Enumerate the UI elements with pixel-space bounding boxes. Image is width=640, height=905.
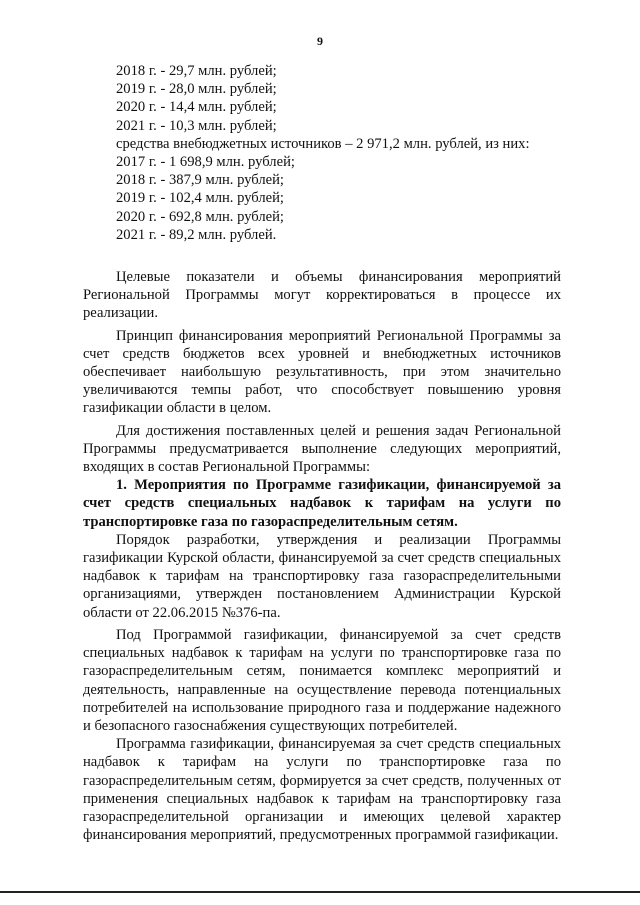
paragraph-procedure: Порядок разработки, утверждения и реализации Программы газификации Курской области, финансируемой за счет средств специальных надбавок к тарифам на транспортировку газа газораспределительными организациями, утвержден постановлением Администрации Курской области от 22.06.2015 №376-па.	[83, 531, 561, 621]
section-heading: 1. Мероприятия по Программе газификации, финансируемой за счет средств специальных надбавок к тарифам на услуги по транспортировке газа по газораспределительным сетям.	[83, 477, 561, 530]
funding-line: 2018 г. - 29,7 млн. рублей;	[116, 63, 277, 79]
bottom-border	[0, 891, 640, 893]
paragraph-principle: Принцип финансирования мероприятий Региональной Программы за счет средств бюджетов всех уровней и внебюджетных источников обеспечивает наибольшую результативность, при этом значительно увеличиваются темпы работ, что способствует повышению уровня газификации области в целом.	[83, 327, 561, 417]
funding-line: 2017 г. - 1 698,9 млн. рублей;	[116, 154, 295, 171]
funding-line: 2018 г. - 387,9 млн. рублей;	[116, 172, 284, 189]
paragraph-targets: Целевые показатели и объемы финансирования мероприятий Региональной Программы могут корректироваться в процессе их реализации.	[83, 269, 561, 322]
funding-line: 2019 г. - 102,4 млн. рублей;	[116, 190, 284, 207]
funding-line: 2020 г. - 14,4 млн. рублей;	[116, 99, 277, 116]
funding-line: 2021 г. - 89,2 млн. рублей.	[116, 226, 277, 243]
page-number: 9	[317, 34, 323, 48]
funding-line: 2021 г. - 10,3 млн. рублей;	[116, 117, 277, 134]
document-body	[83, 62, 561, 844]
paragraph-formation: Программа газификации, финансируемая за счет средств специальных надбавок к тарифам на услуги по транспортировке газа по газораспределительным сетям, формируется за счет средств, полученных от применения специальных надбавок к тарифам на транспортировку газа газораспределительной организации и имеющих целевой характер финансирования мероприятий, предусмотренных программой газификации.	[83, 736, 561, 844]
funding-line: 2020 г. - 692,8 млн. рублей;	[116, 208, 284, 225]
funding-line: 2019 г. - 28,0 млн. рублей;	[116, 81, 277, 98]
paragraph-measures-intro: Для достижения поставленных целей и решения задач Региональной Программы предусматривается выполнение следующих мероприятий, входящих в состав Региональной Программы:	[83, 422, 561, 476]
funding-line: средства внебюджетных источников – 2 971,2 млн. рублей, из них:	[116, 135, 530, 152]
paragraph-definition: Под Программой газификации, финансируемой за счет средств специальных надбавок к тарифам на услуги по транспортировке газа по газораспределительным сетям, понимается комплекс мероприятий и деятельность, направленные на осуществление перевода потенциальных потребителей на использование природного газа и поддержание надежного и безопасного газоснабжения существующих потребителей.	[83, 626, 561, 734]
